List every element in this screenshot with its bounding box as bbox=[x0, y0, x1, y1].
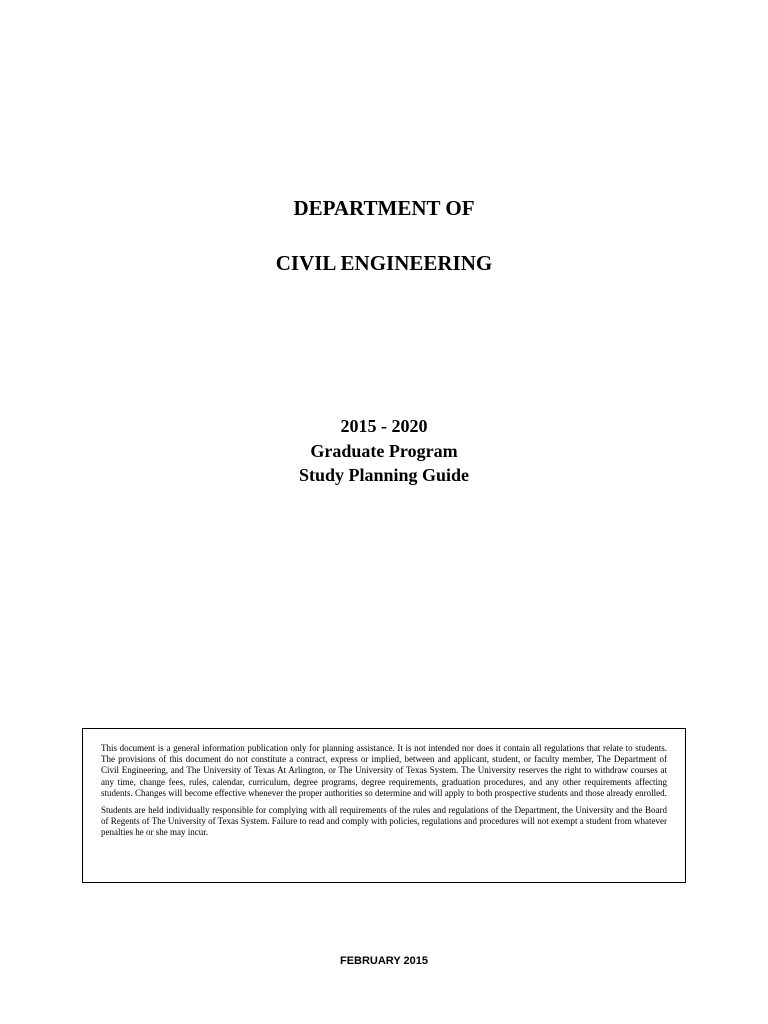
program-years: 2015 - 2020 bbox=[340, 416, 428, 436]
publication-date: FEBRUARY 2015 bbox=[339, 955, 429, 967]
program-name: Graduate Program bbox=[310, 441, 458, 461]
disclaimer-paragraph-1: This document is a general information publication only for planning assistance. It is not intended nor does it contain all regulations that relate to students. The provisions of this document do not constitute a contract, express or implied, between and applicant, student, or faculty member, The Department of Civil Engineering, and The University of Texas At Arlington, or The University of Texas System. The University reserves the right to withdraw courses at any time, change fees, rules, calendar, curriculum, degree programs, degree requirements, graduation procedures, and any other requirements affecting students. Changes will become effective whenever the proper authorities so determine and will apply to both prospective students and those already enrolled. bbox=[101, 743, 667, 798]
guide-title: Study Planning Guide bbox=[298, 465, 470, 485]
disclaimer-paragraph-2: Students are held individually responsible for complying with all requirements of the rules and regulations of the Department, the University and the Board of Regents of The University of Texas System. Failure to read and comply with policies, regulations and procedures will not exempt a student from whatever penalties he or she may incur. bbox=[101, 805, 667, 838]
department-title-line2: CIVIL ENGINEERING bbox=[275, 251, 493, 275]
disclaimer-box bbox=[82, 728, 686, 883]
department-title-line1: DEPARTMENT OF bbox=[293, 196, 475, 220]
